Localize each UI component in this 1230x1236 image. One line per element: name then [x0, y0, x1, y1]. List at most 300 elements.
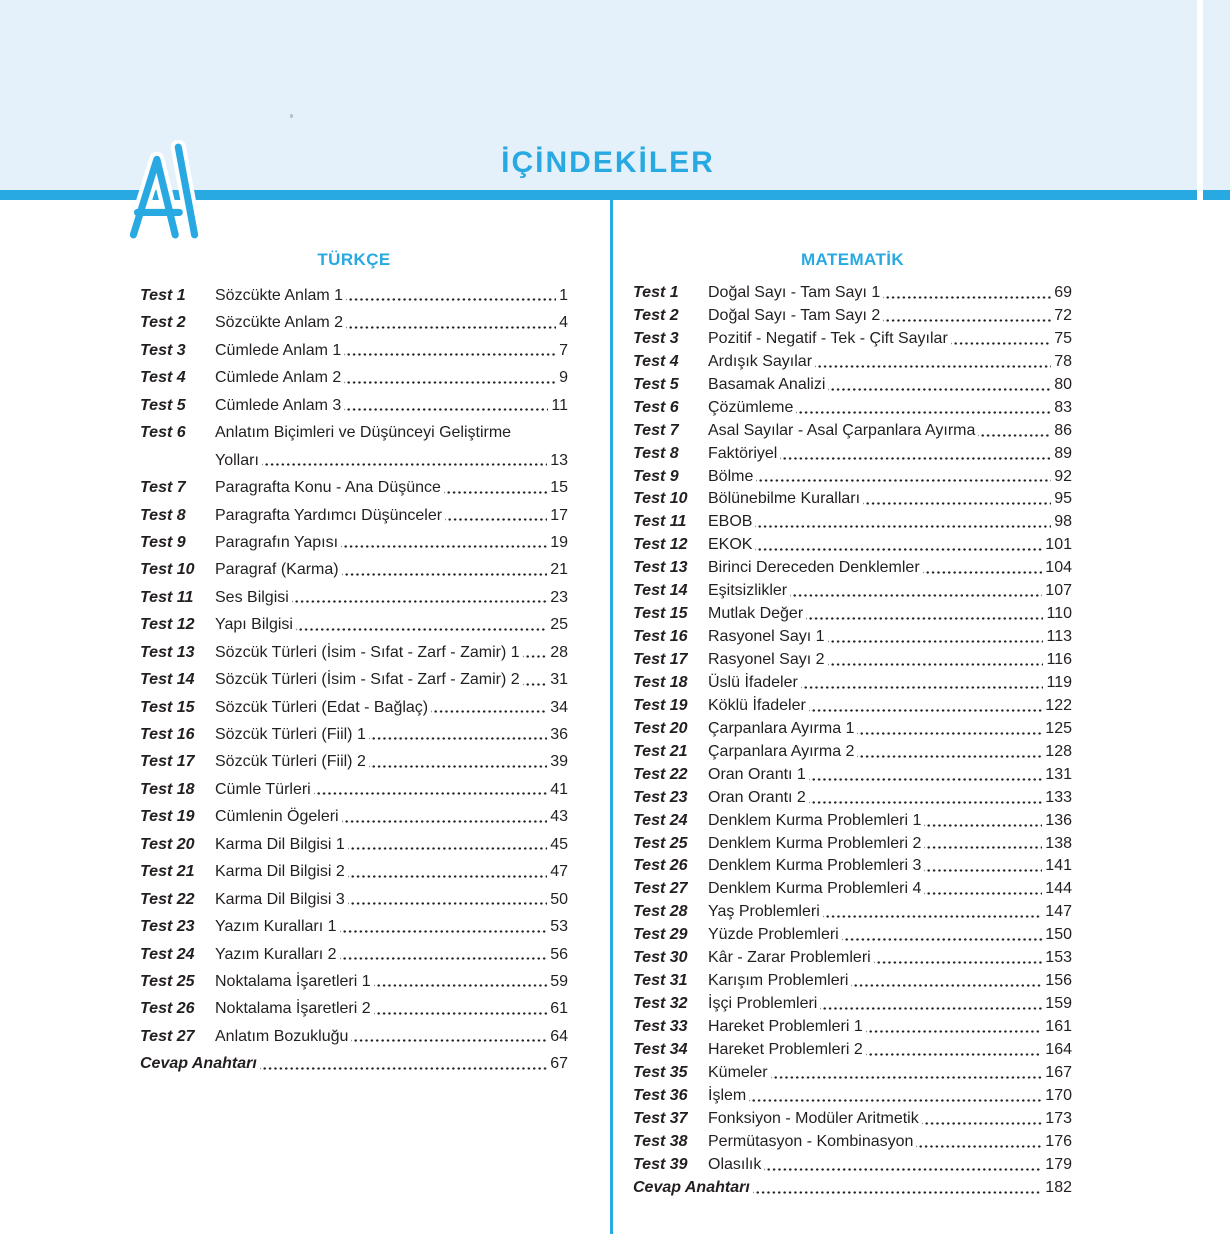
dot-leader — [924, 810, 1042, 833]
answer-key-label: Cevap Anahtarı — [633, 1178, 750, 1196]
toc-row — [140, 282, 568, 309]
page-number: 133 — [1045, 788, 1072, 806]
test-label: Test 7 — [633, 421, 679, 439]
toc-row — [633, 511, 1072, 534]
dot-leader — [749, 1085, 1042, 1108]
toc-row — [633, 810, 1072, 833]
page-number: 53 — [550, 918, 568, 936]
test-label: Test 3 — [140, 341, 186, 359]
page-number: 80 — [1054, 375, 1072, 393]
dot-leader — [806, 603, 1043, 626]
test-label: Test 7 — [140, 479, 186, 497]
test-title: Sözcükte Anlam 2 — [215, 314, 344, 332]
dot-leader — [828, 649, 1044, 672]
test-label: Test 11 — [633, 513, 687, 531]
toc-row — [140, 447, 568, 474]
dot-leader — [523, 666, 548, 693]
test-label: Test 10 — [140, 561, 195, 579]
page-number: 182 — [1045, 1178, 1072, 1196]
toc-row — [633, 557, 1072, 580]
test-title: Sözcük Türleri (Fiil) 2 — [215, 753, 366, 771]
page-number: 125 — [1045, 719, 1072, 737]
test-title: EBOB — [708, 513, 753, 531]
toc-row — [633, 534, 1072, 557]
test-label: Test 18 — [140, 780, 195, 798]
toc-row — [140, 364, 568, 391]
test-label: Test 4 — [633, 352, 679, 370]
column-divider — [610, 200, 613, 1234]
page-number: 9 — [559, 369, 568, 387]
test-label: Test 31 — [633, 972, 688, 990]
dot-leader — [342, 556, 548, 583]
page-number: 161 — [1045, 1018, 1072, 1035]
dot-leader — [978, 420, 1051, 443]
test-title: Pozitif - Negatif - Tek - Çift Sayılar — [708, 329, 948, 347]
test-label: Test 20 — [140, 835, 195, 853]
dot-leader — [866, 1016, 1043, 1039]
toc-row — [140, 419, 568, 446]
dot-leader — [374, 968, 548, 995]
toc-row — [140, 502, 568, 529]
dot-leader — [346, 309, 556, 336]
page-number: 17 — [550, 506, 568, 524]
test-title: Paragrafta Yardımcı Düşünceler — [215, 506, 443, 524]
toc-row — [140, 858, 568, 885]
dot-leader — [344, 364, 556, 391]
toc-row — [633, 672, 1072, 695]
toc-row — [633, 374, 1072, 397]
test-title: Çarpanlara Ayırma 2 — [708, 742, 855, 760]
test-title: Mutlak Değer — [708, 605, 804, 623]
dot-leader — [444, 474, 547, 501]
toc-row — [140, 309, 568, 336]
dot-leader — [809, 764, 1042, 787]
test-title: Olasılık — [708, 1155, 762, 1173]
toc-row — [633, 580, 1072, 603]
dot-leader — [346, 282, 556, 309]
test-label: Test 22 — [633, 765, 688, 783]
test-title: Paragraf (Karma) — [215, 561, 339, 579]
test-title: Hareket Problemleri 1 — [708, 1018, 863, 1035]
dot-leader — [857, 718, 1042, 741]
test-title: Bölünebilme Kuralları — [708, 490, 861, 508]
toc-row — [633, 718, 1072, 741]
test-label: Test 12 — [633, 536, 688, 554]
toc-row — [633, 466, 1072, 489]
test-title: Cümlenin Ögeleri — [215, 808, 339, 826]
test-title: İşçi Problemleri — [708, 995, 818, 1013]
test-label: Test 28 — [633, 903, 688, 921]
test-label: Test 37 — [633, 1109, 688, 1127]
toc-row — [633, 351, 1072, 374]
section-header-turkce: TÜRKÇE — [317, 250, 391, 269]
test-label: Test 13 — [633, 559, 688, 577]
test-title: Karışım Problemleri — [708, 972, 849, 990]
page-number: 25 — [550, 616, 568, 634]
dot-leader — [796, 397, 1051, 420]
page-number: 138 — [1045, 834, 1072, 852]
toc-row — [633, 878, 1072, 901]
test-label: Test 8 — [633, 444, 679, 462]
toc-row — [140, 995, 568, 1022]
dot-leader — [851, 970, 1042, 993]
test-title: Yüzde Problemleri — [708, 926, 839, 944]
page-number: 4 — [559, 314, 568, 332]
toc-row — [633, 1177, 1072, 1200]
toc-row — [633, 947, 1072, 970]
dot-leader — [348, 886, 547, 913]
toc-row — [633, 649, 1072, 672]
dot-leader — [916, 1131, 1042, 1154]
test-title: Karma Dil Bilgisi 3 — [215, 890, 345, 908]
test-title: Birinci Dereceden Denklemler — [708, 559, 920, 577]
test-label: Test 16 — [140, 726, 195, 743]
test-title: Cümlede Anlam 3 — [215, 396, 342, 414]
test-label: Test 17 — [140, 753, 195, 771]
page-number: 173 — [1045, 1109, 1072, 1127]
toc-row — [140, 694, 568, 721]
test-label: Test 9 — [140, 533, 186, 551]
publisher-a-logo-icon — [116, 140, 212, 242]
toc-row — [633, 488, 1072, 511]
page-number: 113 — [1046, 628, 1072, 646]
dot-leader — [857, 741, 1042, 764]
dot-leader — [874, 947, 1043, 970]
test-label: Test 16 — [633, 628, 688, 646]
test-title: Karma Dil Bilgisi 2 — [215, 863, 345, 881]
page-number: 86 — [1054, 421, 1072, 439]
dot-leader — [771, 1062, 1043, 1085]
toc-row — [633, 420, 1072, 443]
dot-leader — [951, 328, 1051, 351]
test-title: Kâr - Zarar Problemleri — [708, 949, 871, 967]
page-number: 156 — [1045, 972, 1072, 990]
dot-leader — [780, 443, 1051, 466]
page-number: 28 — [550, 643, 568, 661]
page-number: 31 — [550, 671, 568, 689]
page-number: 92 — [1054, 467, 1072, 485]
page-number: 101 — [1045, 536, 1072, 554]
page-number: 128 — [1045, 742, 1072, 760]
dot-leader — [924, 833, 1042, 856]
dot-leader — [344, 392, 548, 419]
page-number: 50 — [550, 890, 568, 908]
test-label: Test 34 — [633, 1040, 688, 1058]
toc-row — [633, 1085, 1072, 1108]
test-label: Test 18 — [633, 673, 688, 691]
page-number: 43 — [550, 808, 568, 826]
dot-leader — [828, 626, 1044, 649]
test-title: Çarpanlara Ayırma 1 — [708, 719, 855, 737]
test-label: Test 39 — [633, 1155, 688, 1173]
dot-leader — [755, 534, 1042, 557]
dot-leader — [820, 993, 1042, 1016]
toc-row — [633, 855, 1072, 878]
toc-row — [633, 1016, 1072, 1039]
test-title: Yapı Bilgisi — [215, 616, 293, 634]
toc-row — [633, 305, 1072, 328]
dot-leader — [348, 831, 547, 858]
test-label: Test 5 — [140, 396, 186, 414]
test-label: Test 6 — [633, 398, 679, 416]
test-label: Test 38 — [633, 1132, 688, 1150]
toc-row — [633, 993, 1072, 1016]
test-label: Test 15 — [140, 698, 195, 716]
page-number: 167 — [1045, 1063, 1072, 1081]
page-number: 56 — [550, 945, 568, 963]
page-number: 131 — [1045, 765, 1072, 783]
toc-row — [633, 397, 1072, 420]
page-number: 179 — [1045, 1155, 1072, 1173]
test-title: Permütasyon - Kombinasyon — [708, 1132, 914, 1150]
dot-leader — [374, 995, 548, 1022]
test-title: Çözümleme — [708, 398, 794, 416]
toc-row — [140, 776, 568, 803]
page-number: 170 — [1045, 1086, 1072, 1104]
toc-row — [140, 529, 568, 556]
toc-row — [633, 443, 1072, 466]
test-title: Ardışık Sayılar — [708, 352, 813, 370]
test-label: Test 24 — [633, 811, 688, 829]
page-number: 104 — [1045, 559, 1072, 577]
test-title: Cümlede Anlam 1 — [215, 341, 342, 359]
toc-row — [140, 1050, 568, 1077]
test-title: Noktalama İşaretleri 1 — [215, 972, 371, 990]
dot-leader — [923, 557, 1043, 580]
toc-row — [140, 913, 568, 940]
dot-leader — [340, 913, 548, 940]
test-label: Test 1 — [633, 284, 679, 301]
page-number: 39 — [550, 753, 568, 771]
test-label: Test 6 — [140, 424, 186, 442]
dot-leader — [883, 282, 1051, 305]
toc-row — [633, 626, 1072, 649]
page-number: 19 — [550, 533, 568, 551]
toc-row — [140, 474, 568, 501]
toc-row — [633, 328, 1072, 351]
test-label: Test 8 — [140, 506, 186, 524]
test-title: Denklem Kurma Problemleri 4 — [708, 880, 922, 898]
toc-row — [140, 1023, 568, 1050]
test-label: Test 21 — [633, 742, 688, 760]
page-number: 47 — [550, 863, 568, 881]
page-number: 69 — [1054, 284, 1072, 301]
test-label: Test 2 — [140, 314, 186, 332]
page-number: 141 — [1045, 857, 1072, 875]
test-title: Hareket Problemleri 2 — [708, 1040, 863, 1058]
matematik-section — [633, 251, 1072, 1200]
test-title: Kümeler — [708, 1063, 768, 1081]
page-number: 116 — [1046, 651, 1072, 668]
test-label: Test 27 — [633, 880, 688, 898]
test-title: Cümle Türleri — [215, 780, 311, 798]
test-label: Test 17 — [633, 651, 688, 668]
test-title: Yaş Problemleri — [708, 903, 820, 921]
dot-leader — [815, 351, 1051, 374]
turkce-rows — [140, 282, 568, 1078]
toc-row — [633, 833, 1072, 856]
test-label: Test 15 — [633, 605, 688, 623]
page-number: 72 — [1054, 306, 1072, 324]
matematik-rows — [633, 282, 1072, 1200]
dot-leader — [828, 374, 1051, 397]
test-title: Cümlede Anlam 2 — [215, 369, 342, 387]
test-title: Paragrafta Konu - Ana Düşünce — [215, 479, 441, 497]
page-number: 1 — [559, 287, 568, 304]
dot-leader — [753, 1177, 1043, 1200]
test-title: Asal Sayılar - Asal Çarpanlara Ayırma — [708, 421, 976, 439]
test-label: Test 33 — [633, 1018, 688, 1035]
page-number: 59 — [550, 972, 568, 990]
dot-leader — [764, 1154, 1042, 1177]
page-number: 107 — [1045, 582, 1072, 600]
page-number: 41 — [550, 780, 568, 798]
dot-leader — [523, 639, 548, 666]
test-label: Test 22 — [140, 890, 195, 908]
test-label: Test 25 — [633, 834, 688, 852]
dot-leader — [262, 447, 547, 474]
toc-row — [633, 741, 1072, 764]
page-number: 95 — [1054, 490, 1072, 508]
test-title: Anlatım Biçimleri ve Düşünceyi Geliştirme — [215, 424, 512, 442]
page-number: 75 — [1054, 329, 1072, 347]
test-label: Test 20 — [633, 719, 688, 737]
toc-row — [633, 787, 1072, 810]
test-label: Test 1 — [140, 287, 186, 304]
test-label: Test 36 — [633, 1086, 688, 1104]
page-number: 67 — [550, 1055, 568, 1073]
page-number: 176 — [1045, 1132, 1072, 1150]
test-title: Denklem Kurma Problemleri 1 — [708, 811, 922, 829]
dot-leader — [809, 787, 1042, 810]
page-number: 23 — [550, 588, 568, 606]
dot-leader — [755, 511, 1051, 534]
test-label: Test 24 — [140, 945, 195, 963]
page-number: 144 — [1045, 880, 1072, 898]
page-number: 122 — [1045, 696, 1072, 714]
toc-row — [633, 764, 1072, 787]
page-number: 110 — [1046, 605, 1072, 623]
test-label: Test 32 — [633, 995, 688, 1013]
toc-row — [633, 1131, 1072, 1154]
test-label: Test 21 — [140, 863, 195, 881]
toc-row — [140, 941, 568, 968]
page-number: 7 — [559, 341, 568, 359]
test-label: Test 30 — [633, 949, 688, 967]
toc-row — [140, 556, 568, 583]
toc-row — [140, 968, 568, 995]
page-number: 21 — [550, 561, 568, 579]
dot-leader — [842, 924, 1043, 947]
toc-row — [633, 924, 1072, 947]
test-title: Denklem Kurma Problemleri 3 — [708, 857, 922, 875]
test-title: Sözcük Türleri (İsim - Sıfat - Zarf - Zamir) 2 — [215, 671, 520, 689]
test-title: Sözcük Türleri (Edat - Bağlaç) — [215, 698, 429, 716]
page-number: 61 — [550, 1000, 568, 1018]
page-number: 13 — [550, 451, 568, 469]
dot-leader — [922, 1108, 1043, 1131]
test-label: Test 26 — [140, 1000, 195, 1018]
dot-leader — [369, 748, 547, 775]
toc-row — [633, 1062, 1072, 1085]
toc-row — [140, 337, 568, 364]
dot-leader — [344, 337, 556, 364]
dot-leader — [314, 776, 547, 803]
toc-row — [633, 1039, 1072, 1062]
toc-row — [140, 886, 568, 913]
page-number: 78 — [1054, 352, 1072, 370]
dot-leader — [863, 488, 1051, 511]
test-title: Oran Orantı 2 — [708, 788, 806, 806]
test-title: Rasyonel Sayı 2 — [708, 651, 825, 668]
dot-leader — [924, 855, 1042, 878]
test-title: Paragrafın Yapısı — [215, 533, 339, 551]
test-label: Test 26 — [633, 857, 688, 875]
test-label: Test 12 — [140, 616, 195, 634]
toc-row — [140, 584, 568, 611]
test-title: Yazım Kuralları 2 — [215, 945, 337, 963]
toc-row — [633, 970, 1072, 993]
toc-row — [140, 392, 568, 419]
test-title: Yolları — [215, 451, 259, 469]
turkce-section — [140, 251, 568, 1078]
page-number: 150 — [1045, 926, 1072, 944]
toc-row — [633, 603, 1072, 626]
dot-leader — [823, 901, 1043, 924]
test-label: Test 19 — [633, 696, 688, 714]
dot-leader — [801, 672, 1044, 695]
test-label: Test 4 — [140, 369, 186, 387]
page-number: 153 — [1045, 949, 1072, 967]
page-number: 119 — [1046, 673, 1072, 691]
test-label: Test 5 — [633, 375, 679, 393]
test-title: Sözcükte Anlam 1 — [215, 287, 344, 304]
test-label: Test 23 — [633, 788, 688, 806]
page-number: 159 — [1045, 995, 1072, 1013]
page-number: 164 — [1045, 1040, 1072, 1058]
test-title: Eşitsizlikler — [708, 582, 788, 600]
test-title: Yazım Kuralları 1 — [215, 918, 337, 936]
test-label: Test 14 — [140, 671, 195, 689]
test-title: Denklem Kurma Problemleri 2 — [708, 834, 922, 852]
dot-leader — [369, 721, 547, 748]
page-number: 64 — [550, 1027, 568, 1045]
dot-leader — [351, 1023, 547, 1050]
toc-row — [633, 901, 1072, 924]
dot-leader — [342, 803, 548, 830]
page-number: 34 — [550, 698, 568, 716]
test-title: Üslü İfadeler — [708, 673, 798, 691]
section-header-matematik: MATEMATİK — [800, 250, 905, 269]
test-title: Köklü İfadeler — [708, 696, 806, 714]
dot-leader — [883, 305, 1051, 328]
toc-row — [140, 639, 568, 666]
test-label: Test 3 — [633, 329, 679, 347]
test-label: Test 11 — [140, 588, 194, 606]
test-title: Sözcük Türleri (İsim - Sıfat - Zarf - Zamir) 1 — [215, 643, 520, 661]
test-label: Test 9 — [633, 467, 679, 485]
toc-row — [140, 666, 568, 693]
dot-leader — [445, 502, 547, 529]
test-label: Test 35 — [633, 1063, 688, 1081]
page-number: 36 — [550, 726, 568, 743]
test-title: EKOK — [708, 536, 753, 554]
print-speck — [290, 114, 293, 118]
answer-key-label: Cevap Anahtarı — [140, 1055, 257, 1073]
dot-leader — [431, 694, 547, 721]
dot-leader — [924, 878, 1042, 901]
dot-leader — [341, 529, 547, 556]
